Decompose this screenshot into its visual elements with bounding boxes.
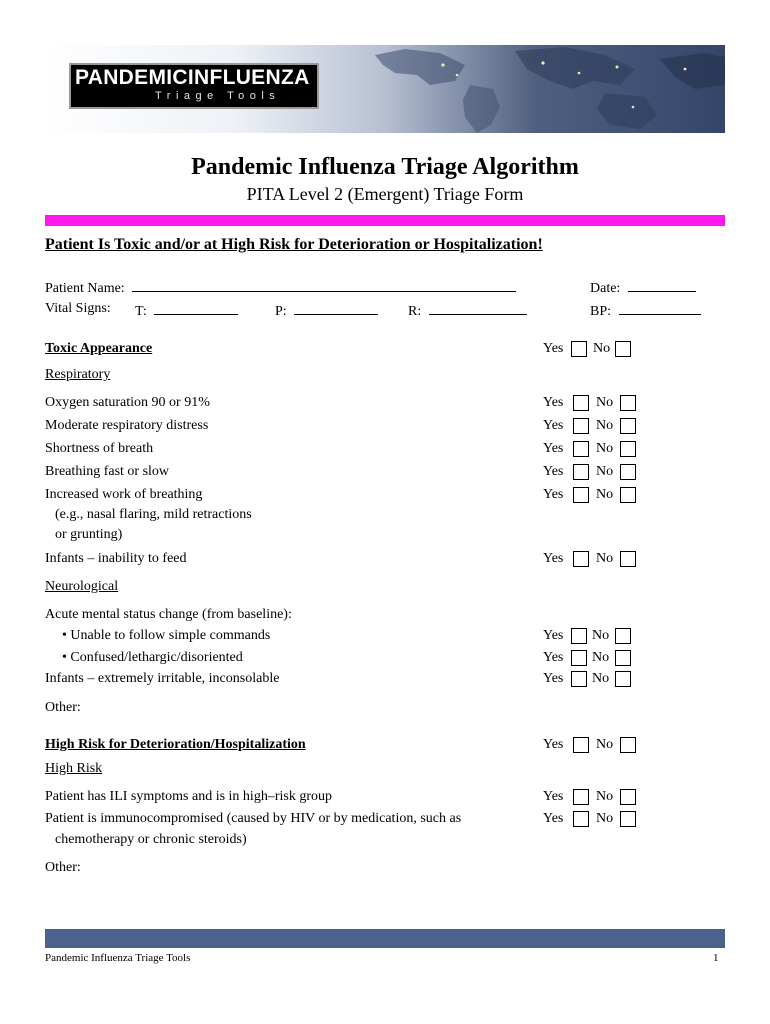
patient-name-label: Patient Name:	[45, 281, 125, 296]
work-of-breathing-answer	[543, 487, 643, 503]
neurological-heading: Neurological	[45, 579, 119, 594]
criterion-infants-irritable: Infants – extremely irritable, inconsolable	[45, 671, 280, 686]
respiration-field[interactable]	[429, 301, 527, 315]
logo-title: PANDEMICINFLUENZA	[75, 66, 310, 89]
criterion-immunocompromised: Patient is immunocompromised (caused by HIV or by medication, such as	[45, 811, 462, 826]
yes-label: Yes	[543, 341, 564, 356]
yes-label: Yes	[543, 628, 564, 643]
yes-checkbox[interactable]	[571, 650, 587, 666]
no-checkbox[interactable]	[615, 650, 631, 666]
immunocompromised-answer	[543, 811, 643, 827]
respiratory-distress-answer	[543, 418, 643, 434]
bullet-icon: •	[62, 628, 67, 643]
pulse-field[interactable]	[294, 301, 378, 315]
yes-checkbox[interactable]	[573, 487, 589, 503]
yes-label: Yes	[543, 464, 564, 479]
temperature-label: T:	[135, 304, 147, 319]
temperature-row	[135, 301, 238, 320]
section-heading: Patient Is Toxic and/or at High Risk for Deterioration or Hospitalization!	[45, 236, 543, 253]
criterion-oxygen-saturation: Oxygen saturation 90 or 91%	[45, 395, 210, 410]
no-label: No	[596, 464, 614, 479]
date-label: Date:	[590, 281, 621, 296]
simple-commands-answer	[543, 628, 643, 644]
header-banner	[45, 45, 725, 133]
yes-label: Yes	[543, 650, 564, 665]
date-field[interactable]	[628, 278, 696, 292]
criterion-confused: Confused/lethargic/disoriented	[70, 650, 243, 665]
no-label: No	[592, 628, 610, 643]
no-checkbox[interactable]	[615, 671, 631, 687]
respiration-label: R:	[408, 304, 422, 319]
bullet-icon: •	[62, 650, 67, 665]
no-checkbox[interactable]	[620, 487, 636, 503]
yes-label: Yes	[543, 441, 564, 456]
patient-name-row	[45, 278, 516, 297]
no-checkbox[interactable]	[615, 341, 631, 357]
high-risk-other-label: Other:	[45, 860, 81, 875]
work-of-breathing-detail: or grunting)	[55, 527, 123, 542]
criterion-respiratory-distress: Moderate respiratory distress	[45, 418, 209, 433]
yes-label: Yes	[543, 395, 564, 410]
bullet-item	[62, 628, 270, 644]
no-label: No	[592, 650, 610, 665]
no-label: No	[596, 441, 614, 456]
confused-answer	[543, 650, 643, 666]
date-row	[590, 278, 696, 297]
criterion-work-of-breathing: Increased work of breathing	[45, 487, 203, 502]
respiratory-heading: Respiratory	[45, 367, 111, 382]
criterion-breathing-rate: Breathing fast or slow	[45, 464, 170, 479]
footer-bar	[45, 929, 725, 948]
no-checkbox[interactable]	[620, 441, 636, 457]
yes-label: Yes	[543, 737, 564, 752]
no-checkbox[interactable]	[620, 811, 636, 827]
no-checkbox[interactable]	[620, 551, 636, 567]
yes-checkbox[interactable]	[573, 737, 589, 753]
toxic-appearance-heading: Toxic Appearance	[45, 341, 153, 356]
no-label: No	[596, 811, 614, 826]
no-label: No	[596, 487, 614, 502]
yes-label: Yes	[543, 418, 564, 433]
yes-label: Yes	[543, 811, 564, 826]
yes-label: Yes	[543, 551, 564, 566]
no-label: No	[596, 789, 614, 804]
no-checkbox[interactable]	[620, 464, 636, 480]
yes-checkbox[interactable]	[571, 341, 587, 357]
immunocompromised-detail: chemotherapy or chronic steroids)	[55, 832, 247, 847]
accent-divider	[45, 215, 725, 226]
yes-label: Yes	[543, 789, 564, 804]
high-risk-answer	[543, 737, 643, 753]
criterion-simple-commands: Unable to follow simple commands	[70, 628, 271, 643]
page-number: 1	[713, 952, 719, 964]
infants-feed-answer	[543, 551, 643, 567]
yes-checkbox[interactable]	[573, 551, 589, 567]
no-label: No	[596, 551, 614, 566]
logo-subtitle: Triage Tools	[155, 90, 281, 102]
yes-checkbox[interactable]	[573, 789, 589, 805]
respiration-row	[408, 301, 527, 320]
no-label: No	[596, 418, 614, 433]
blood-pressure-label: BP:	[590, 304, 612, 319]
no-label: No	[596, 395, 614, 410]
page-subtitle: PITA Level 2 (Emergent) Triage Form	[246, 184, 524, 204]
yes-checkbox[interactable]	[571, 628, 587, 644]
oxygen-saturation-answer	[543, 395, 643, 411]
yes-checkbox[interactable]	[573, 464, 589, 480]
breathing-rate-answer	[543, 464, 643, 480]
yes-checkbox[interactable]	[573, 441, 589, 457]
shortness-of-breath-answer	[543, 441, 643, 457]
ili-high-risk-answer	[543, 789, 643, 805]
infants-irritable-answer	[543, 671, 643, 687]
yes-checkbox[interactable]	[573, 395, 589, 411]
high-risk-subheading: High Risk	[45, 761, 103, 776]
no-checkbox[interactable]	[620, 395, 636, 411]
blood-pressure-field[interactable]	[619, 301, 701, 315]
yes-label: Yes	[543, 671, 564, 686]
criterion-shortness-of-breath: Shortness of breath	[45, 441, 154, 456]
temperature-field[interactable]	[154, 301, 238, 315]
toxic-other-label: Other:	[45, 700, 81, 715]
logo	[69, 63, 319, 109]
high-risk-heading: High Risk for Deterioration/Hospitalization	[45, 737, 306, 752]
pulse-row	[275, 301, 378, 320]
no-label: No	[596, 737, 614, 752]
bullet-item	[62, 650, 243, 666]
toxic-appearance-answer	[543, 341, 643, 357]
work-of-breathing-detail: (e.g., nasal flaring, mild retractions	[55, 507, 252, 522]
footer-text: Pandemic Influenza Triage Tools	[45, 952, 191, 964]
criterion-infants-feed: Infants – inability to feed	[45, 551, 187, 566]
no-checkbox[interactable]	[620, 789, 636, 805]
yes-checkbox[interactable]	[573, 811, 589, 827]
no-label: No	[592, 671, 610, 686]
no-label: No	[593, 341, 611, 356]
pulse-label: P:	[275, 304, 287, 319]
vital-signs-label: Vital Signs:	[45, 301, 111, 316]
no-checkbox[interactable]	[620, 418, 636, 434]
yes-checkbox[interactable]	[571, 671, 587, 687]
yes-checkbox[interactable]	[573, 418, 589, 434]
no-checkbox[interactable]	[615, 628, 631, 644]
page-title: Pandemic Influenza Triage Algorithm	[191, 154, 579, 180]
criterion-mental-status: Acute mental status change (from baseline):	[45, 607, 292, 622]
patient-name-field[interactable]	[132, 278, 516, 292]
no-checkbox[interactable]	[620, 737, 636, 753]
yes-label: Yes	[543, 487, 564, 502]
blood-pressure-row	[590, 301, 701, 320]
criterion-ili-high-risk: Patient has ILI symptoms and is in high–risk group	[45, 789, 332, 804]
